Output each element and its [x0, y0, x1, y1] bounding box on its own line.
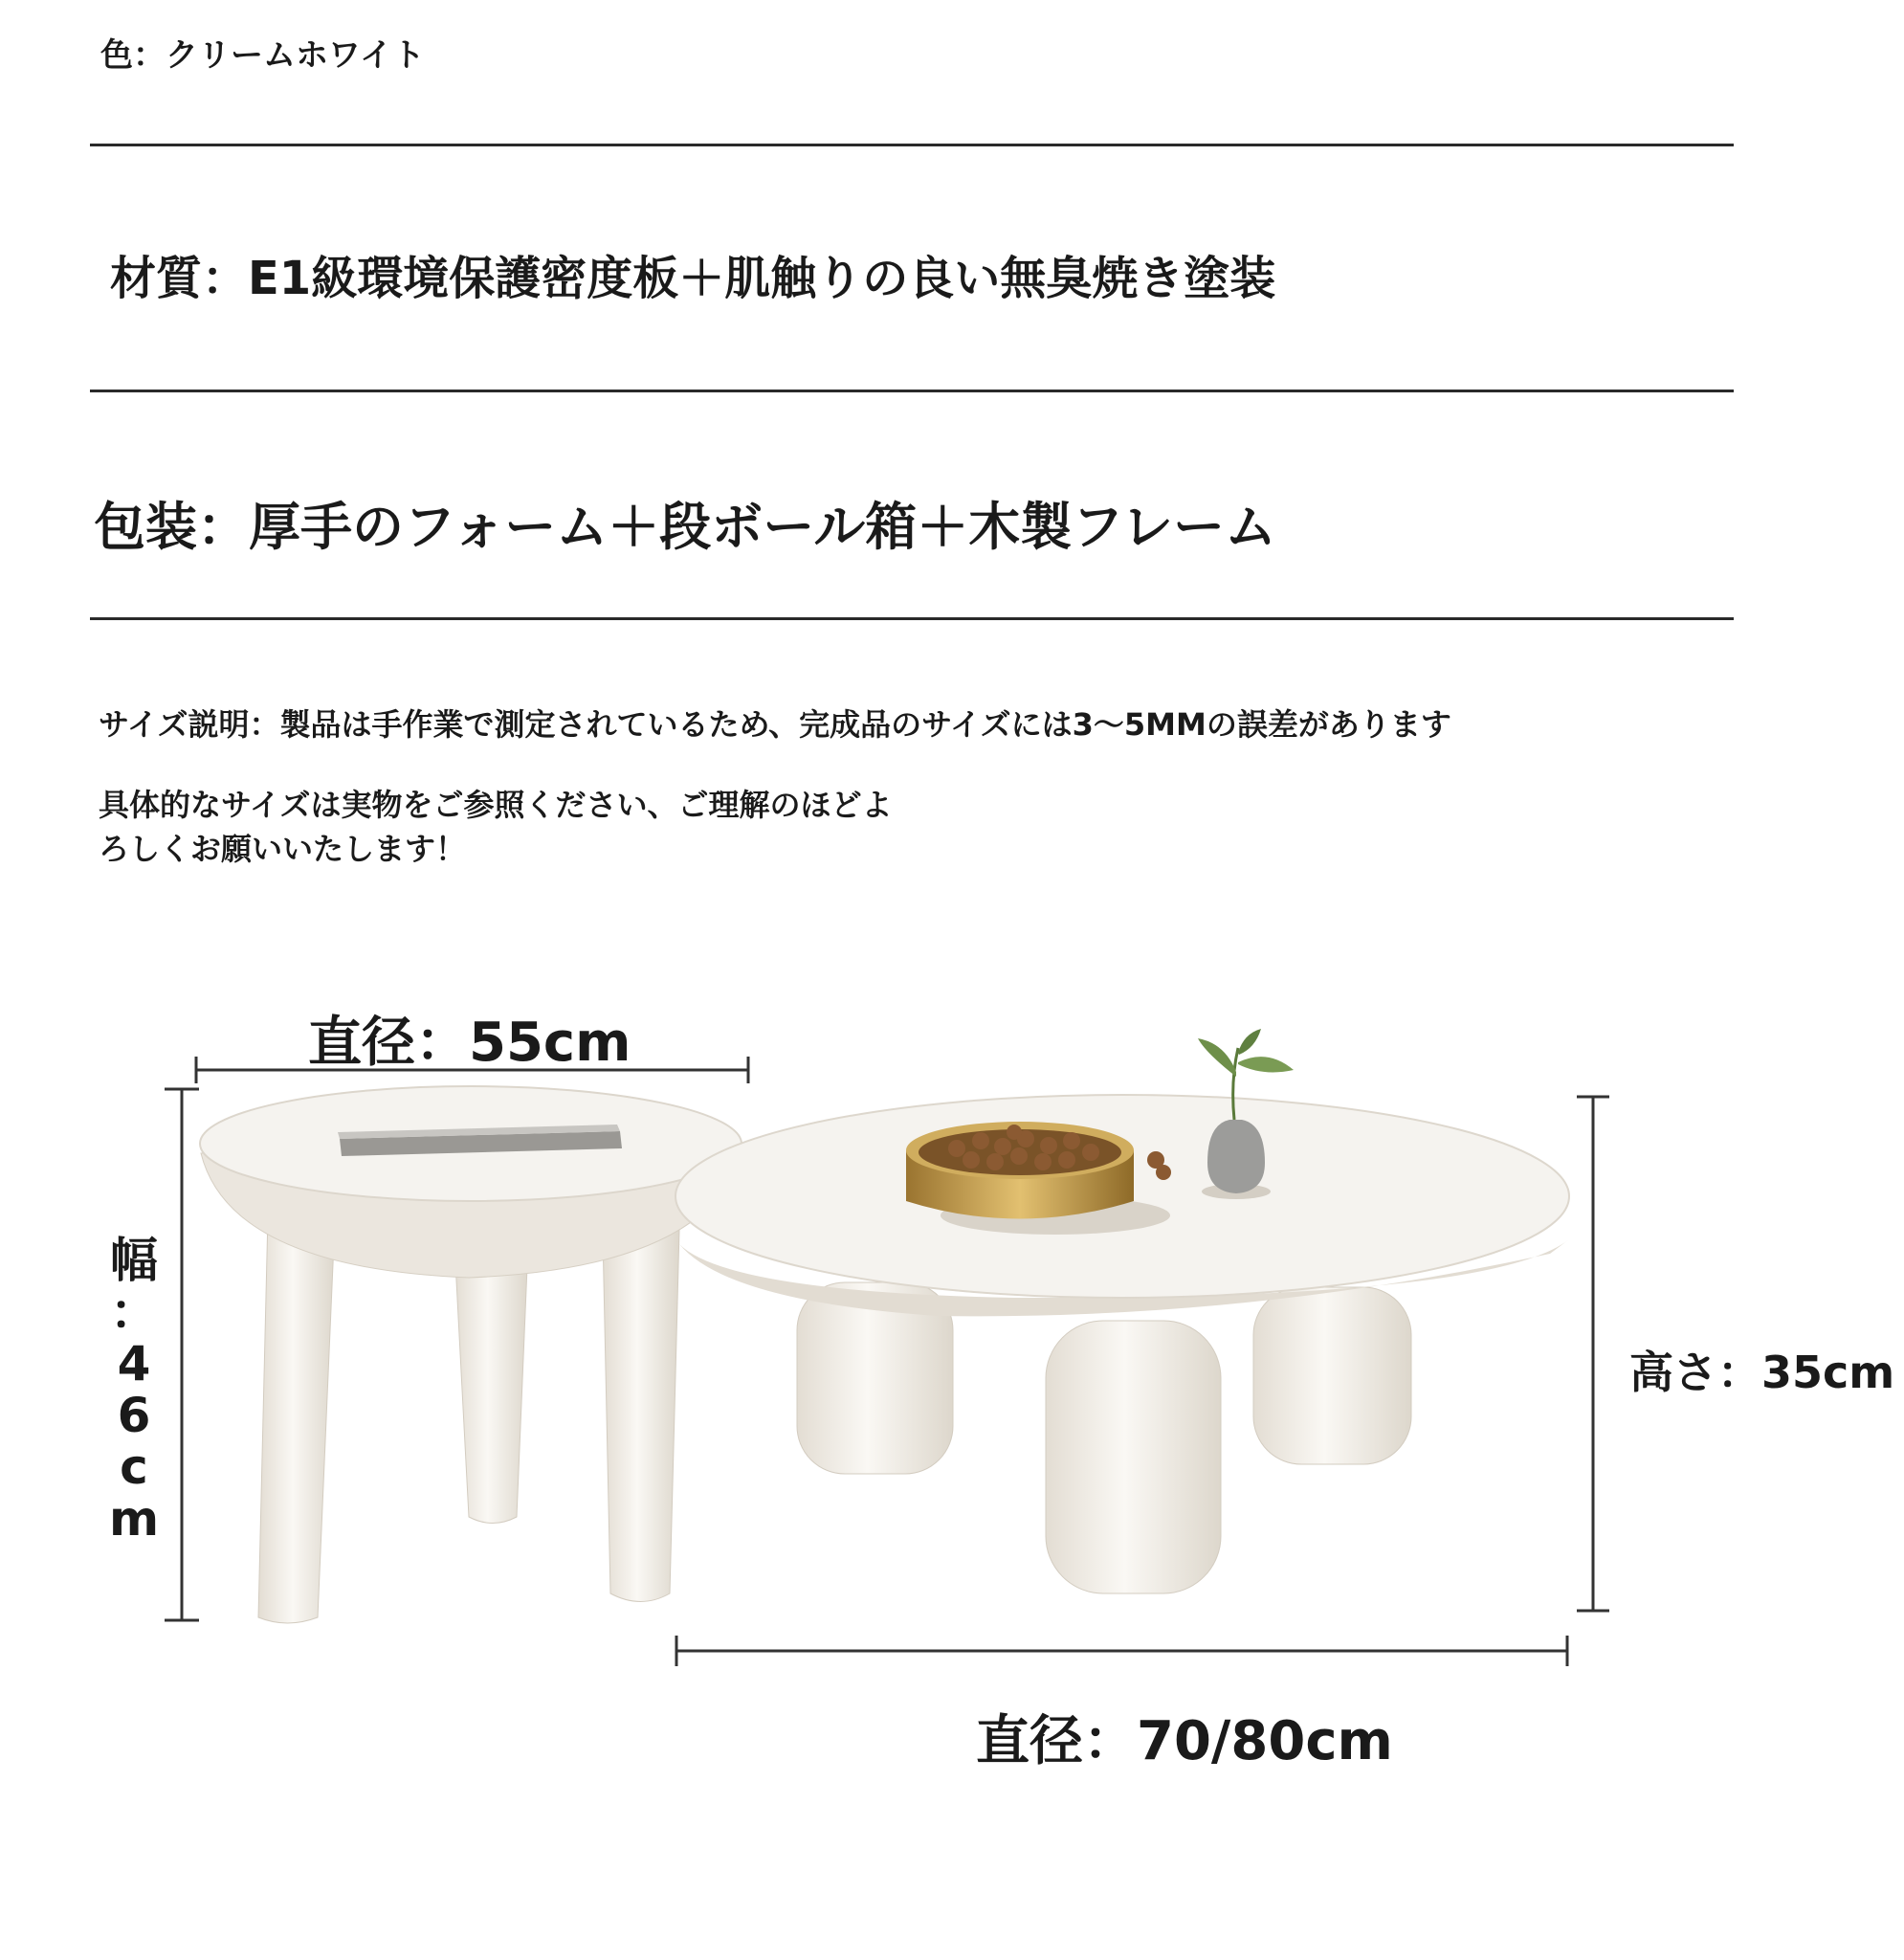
small-table-width-label	[105, 1235, 163, 1545]
width-char: 6	[117, 1388, 151, 1443]
divider	[90, 144, 1734, 146]
small-table-diameter-label: 直径：55cm	[308, 1012, 631, 1074]
large-coffee-table	[675, 1029, 1569, 1593]
material-spec: 材質：E1級環境保護密度板＋肌触りの良い無臭焼き塗装	[110, 252, 1276, 305]
large-table-diameter-label: 直径：70/80cm	[976, 1710, 1393, 1772]
divider	[90, 617, 1734, 620]
size-note: サイズ説明：製品は手作業で測定されているため、完成品のサイズには3〜5MMの誤差があります	[99, 706, 1451, 743]
size-detail-line: ろしくお願いいたします！	[99, 831, 467, 867]
width-char: c	[120, 1439, 148, 1495]
width-char: 幅	[110, 1233, 158, 1288]
width-char: ：	[110, 1284, 158, 1340]
product-illustration	[0, 995, 1904, 1799]
large-table-height-label: 高さ：35cm	[1629, 1347, 1895, 1398]
small-side-table	[200, 1086, 742, 1623]
size-detail	[99, 783, 892, 871]
size-detail-line: 具体的なサイズは実物をご参照ください、ご理解のほどよ	[99, 787, 893, 823]
width-char: m	[108, 1491, 160, 1547]
width-char: 4	[117, 1336, 151, 1392]
color-spec: 色：クリームホワイト	[100, 36, 425, 75]
packaging-spec: 包装：厚手のフォーム＋段ボール箱＋木製フレーム	[94, 497, 1277, 557]
divider	[90, 390, 1734, 392]
